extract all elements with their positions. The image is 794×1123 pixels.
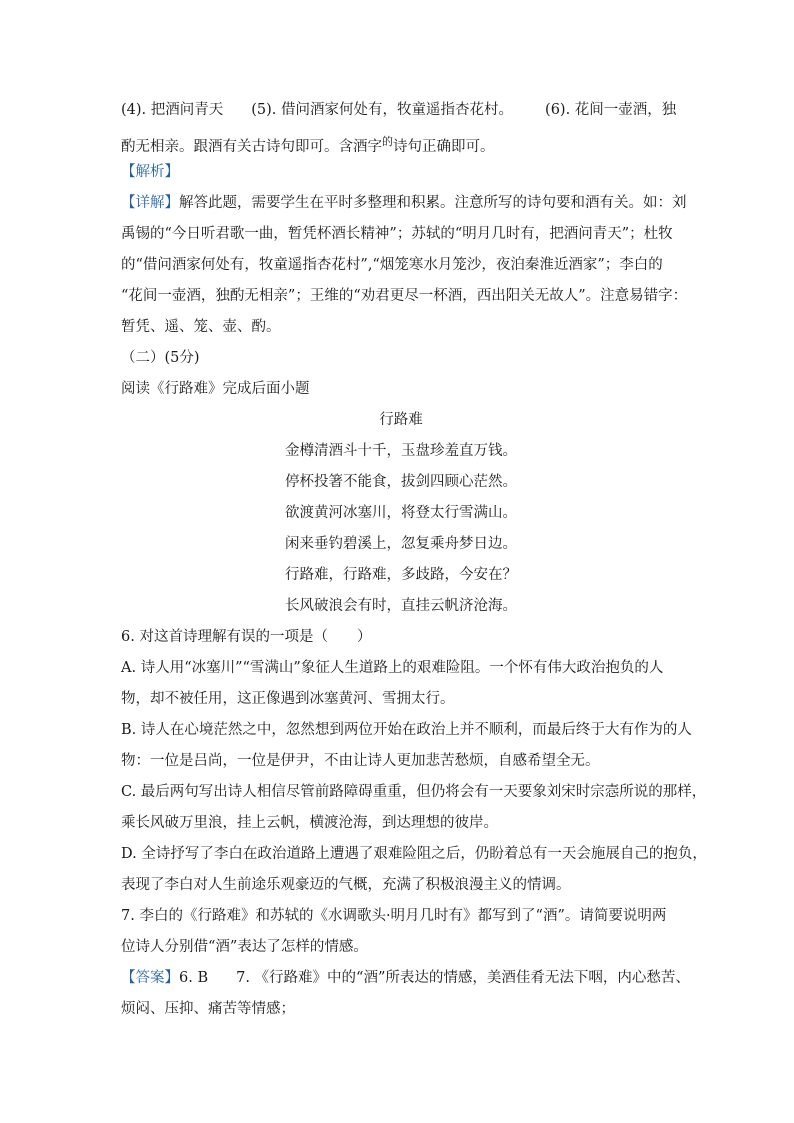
detail-line: 禹锡的“今日听君歌一曲，暂凭杯酒长精神”；苏轼的“明月几时有，把酒问青天”；杜牧 xyxy=(121,226,673,242)
detail-label: 【详解】 xyxy=(121,195,179,211)
option-c: C. 最后两句写出诗人相信尽管前路障碍重重，但仍将会有一天要象刘宋时宗悫所说的那样， xyxy=(121,784,707,800)
analysis-label: 【解析】 xyxy=(121,164,179,180)
answer-4: (4). 把酒问青天 xyxy=(121,102,224,118)
answer-label: 【答案】 xyxy=(121,970,179,986)
detail-line: 【详解】解答此题，需要学生在平时多整理和积累。注意所写的诗句要和酒有关。如：刘 xyxy=(121,195,687,211)
poem-line: 长风破浪会有时，直挂云帆济沧海。 xyxy=(285,598,517,614)
section-heading: （二）(5分) xyxy=(121,350,200,366)
answer-5: (5). 借问酒家何处有，牧童遥指杏花村。 xyxy=(251,102,514,118)
detail-line: 的“借问酒家何处有，牧童遥指杏花村”,“烟笼寒水月笼沙，夜泊秦淮近酒家”；李白的 xyxy=(121,257,663,273)
option-a: A. 诗人用“冰塞川”“雪满山”象征人生道路上的艰难险阻。一个怀有伟大政治抱负的人 xyxy=(121,660,664,676)
question-7-stem-cont: 位诗人分别借“酒”表达了怎样的情感。 xyxy=(121,939,368,955)
section-instruction: 阅读《行路难》完成后面小题 xyxy=(121,381,310,397)
poem-line: 欲渡黄河冰塞川，将登太行雪满山。 xyxy=(285,505,517,521)
detail-line: “花间一壶酒，独酌无相亲”；王维的“劝君更尽一杯酒，西出阳关无故人”。注意易错字： xyxy=(121,288,688,304)
poem-line: 闲来垂钓碧溪上，忽复乘舟梦日边。 xyxy=(285,536,517,552)
poem-title: 行路难 xyxy=(379,412,423,428)
answer-line-cont: 烦闷、压抑、痛苦等情感； xyxy=(121,1001,295,1017)
poem-line: 金樽清酒斗十千，玉盘珍羞直万钱。 xyxy=(285,443,517,459)
option-c-cont: 乘长风破万里浪，挂上云帆，横渡沧海，到达理想的彼岸。 xyxy=(121,815,498,831)
answer-line-2: 酌无相亲。跟酒有关古诗句即可。含酒字$^的$诗句正确即可。 xyxy=(121,135,495,155)
detail-line: 暂凭、遥、笼、壶、酌。 xyxy=(121,319,281,335)
option-d: D. 全诗抒写了李白在政治道路上遭遇了艰难险阻之后，仍盼着总有一天会施展自己的抱负， xyxy=(121,846,707,862)
poem-line: 行路难，行路难，多歧路，今安在？ xyxy=(285,567,517,583)
option-a-cont: 物，却不被任用，这正像遇到冰塞黄河、雪拥太行。 xyxy=(121,691,455,707)
question-7-stem: 7. 李白的《行路难》和苏轼的《水调歌头·明月几时有》都写到了“酒”。请简要说明两 xyxy=(121,908,667,924)
option-b: B. 诗人在心境茫然之中，忽然想到两位开始在政治上并不顺利，而最后终于大有作为的人 xyxy=(121,722,692,738)
option-d-cont: 表现了李白对人生前途乐观豪迈的气概，充满了积极浪漫主义的情调。 xyxy=(121,877,571,893)
question-6-stem: 6. 对这首诗理解有误的一项是（ ） xyxy=(121,629,372,645)
document-page xyxy=(121,95,707,1025)
answer-6: (6). 花间一壶酒，独 xyxy=(545,102,677,118)
option-b-cont: 物：一位是吕尚，一位是伊尹，不由让诗人更加悲苦愁烦，自感希望全无。 xyxy=(121,753,600,769)
answer-line: 【答案】6. B 7. 《行路难》中的“酒”所表达的情感，美酒佳肴无法下咽，内心愁苦、 xyxy=(121,970,690,986)
poem-line: 停杯投箸不能食，拔剑四顾心茫然。 xyxy=(285,474,517,490)
answer-line-1 xyxy=(121,95,681,126)
